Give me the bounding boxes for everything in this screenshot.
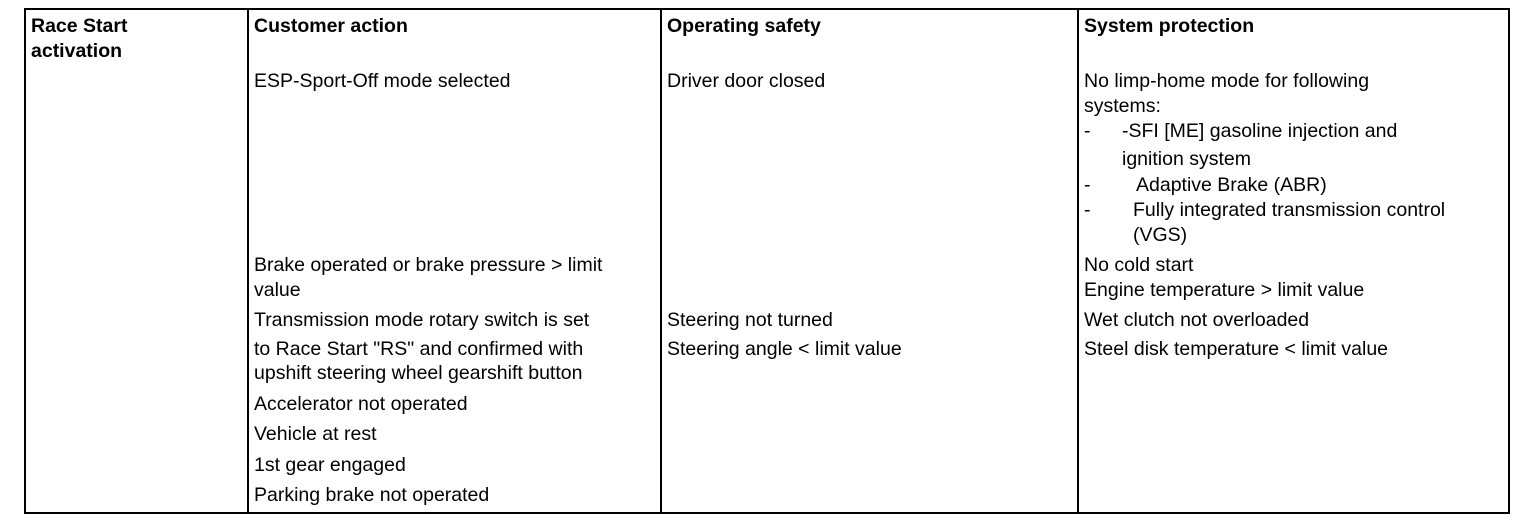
customer-action-first-gear: 1st gear engaged [254, 454, 406, 476]
protection-engine-temp: Engine temperature > limit value [1084, 279, 1365, 301]
protection-item-abr: Adaptive Brake (ABR) [1136, 174, 1327, 196]
column-divider-2 [660, 10, 662, 512]
header-system-protection: System protection [1084, 15, 1255, 37]
safety-driver-door: Driver door closed [667, 70, 826, 92]
safety-steering-not-turned: Steering not turned [667, 309, 833, 331]
header-activation: activation [31, 40, 123, 62]
customer-action-switch-3: upshift steering wheel gearshift button [254, 362, 583, 384]
protection-item-sfi-1: -SFI [ME] gasoline injection and [1122, 120, 1398, 142]
column-divider-1 [247, 10, 249, 512]
customer-action-vehicle-rest: Vehicle at rest [254, 423, 377, 445]
customer-action-accelerator: Accelerator not operated [254, 393, 468, 415]
protection-item-sfi-2: ignition system [1122, 148, 1251, 170]
customer-action-switch-2: to Race Start "RS" and confirmed with [254, 338, 584, 360]
list-dash-1: - [1084, 120, 1091, 142]
header-race-start: Race Start [31, 15, 128, 37]
column-divider-3 [1077, 10, 1079, 512]
customer-action-brake: Brake operated or brake pressure > limit [254, 254, 603, 276]
protection-wet-clutch: Wet clutch not overloaded [1084, 309, 1310, 331]
customer-action-brake-cont: value [254, 279, 301, 301]
customer-action-switch-1: Transmission mode rotary switch is set [254, 309, 590, 331]
protection-no-cold-start: No cold start [1084, 254, 1194, 276]
protection-intro-2: systems: [1084, 95, 1161, 117]
list-dash-2: - [1084, 174, 1091, 196]
protection-steel-disk: Steel disk temperature < limit value [1084, 338, 1389, 360]
header-customer-action: Customer action [254, 15, 408, 37]
customer-action-esp: ESP-Sport-Off mode selected [254, 70, 511, 92]
safety-steering-angle: Steering angle < limit value [667, 338, 902, 360]
customer-action-parking-brake: Parking brake not operated [254, 484, 490, 506]
header-operating-safety: Operating safety [667, 15, 821, 37]
protection-item-vgs-2: (VGS) [1133, 224, 1188, 246]
list-dash-3: - [1084, 199, 1091, 221]
protection-intro-1: No limp-home mode for following [1084, 70, 1370, 92]
protection-item-vgs-1: Fully integrated transmission control [1133, 199, 1446, 221]
